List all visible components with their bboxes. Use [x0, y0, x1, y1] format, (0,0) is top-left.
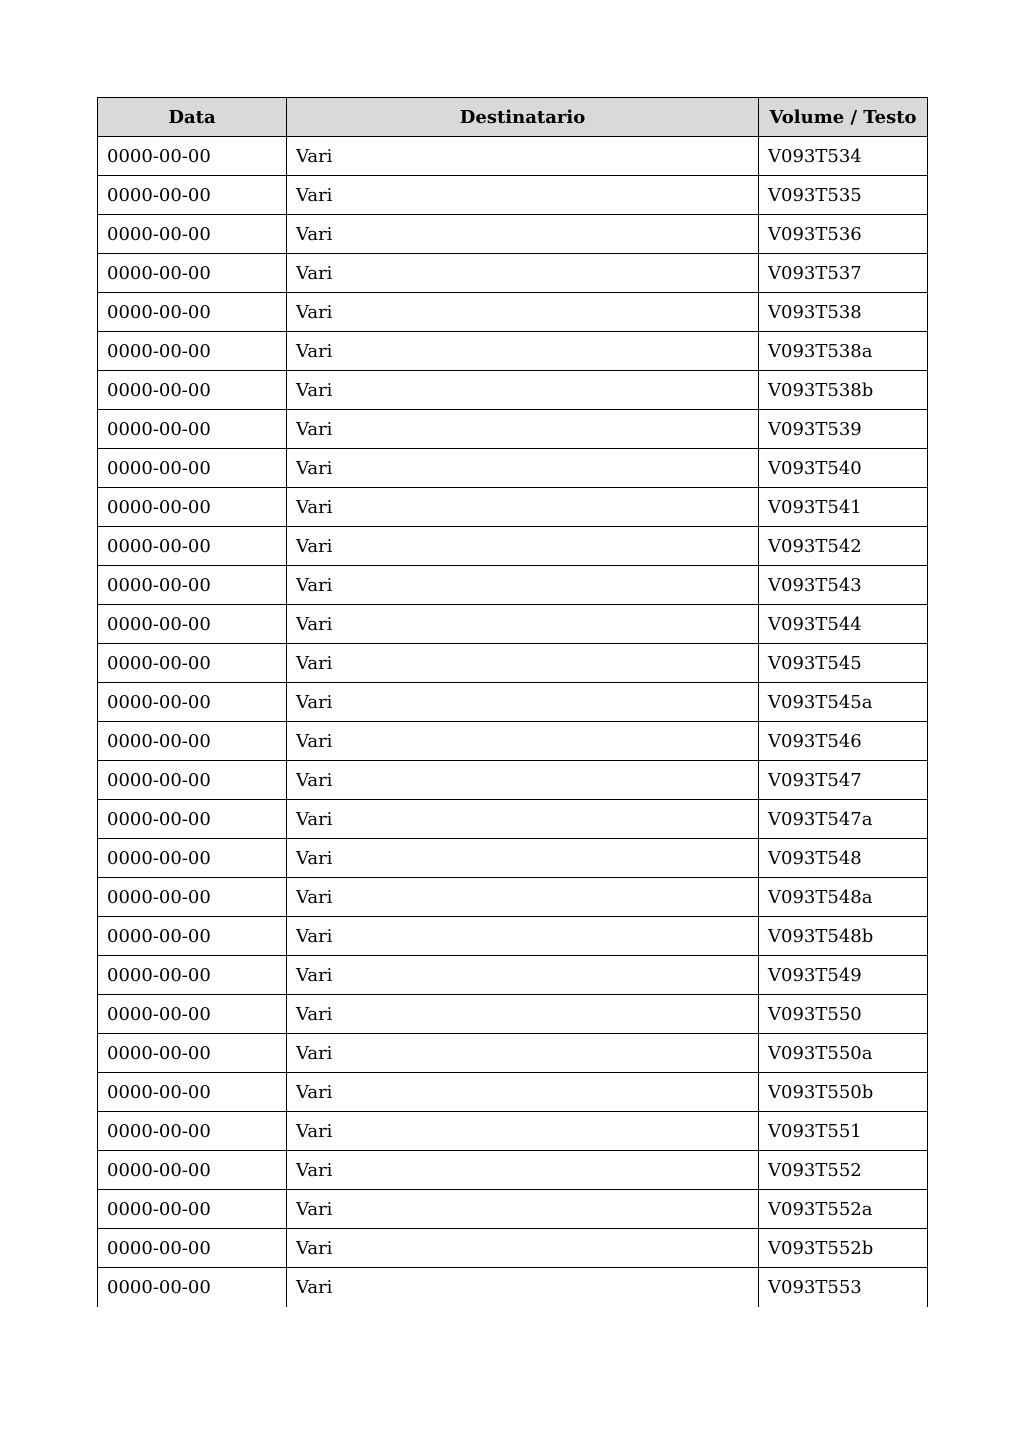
cell-recipient: Vari — [287, 995, 759, 1034]
table-row — [98, 332, 928, 371]
header-recipient: Destinatario — [287, 98, 759, 137]
cell-date: 0000-00-00 — [98, 137, 287, 176]
table-row — [98, 1073, 928, 1112]
cell-volume: V093T552 — [759, 1151, 928, 1190]
cell-volume: V093T536 — [759, 215, 928, 254]
cell-recipient: Vari — [287, 254, 759, 293]
cell-recipient: Vari — [287, 917, 759, 956]
letters-table — [97, 97, 928, 1307]
cell-recipient: Vari — [287, 488, 759, 527]
cell-date: 0000-00-00 — [98, 1151, 287, 1190]
cell-volume: V093T550a — [759, 1034, 928, 1073]
table-row — [98, 917, 928, 956]
cell-volume: V093T538b — [759, 371, 928, 410]
cell-volume: V093T543 — [759, 566, 928, 605]
cell-date: 0000-00-00 — [98, 215, 287, 254]
cell-date: 0000-00-00 — [98, 683, 287, 722]
header-volume: Volume / Testo — [759, 98, 928, 137]
cell-date: 0000-00-00 — [98, 800, 287, 839]
table-row — [98, 878, 928, 917]
cell-volume: V093T534 — [759, 137, 928, 176]
cell-date: 0000-00-00 — [98, 1034, 287, 1073]
cell-date: 0000-00-00 — [98, 605, 287, 644]
cell-volume: V093T535 — [759, 176, 928, 215]
cell-recipient: Vari — [287, 137, 759, 176]
table-row — [98, 293, 928, 332]
cell-recipient: Vari — [287, 449, 759, 488]
cell-date: 0000-00-00 — [98, 176, 287, 215]
table-row — [98, 176, 928, 215]
cell-recipient: Vari — [287, 527, 759, 566]
cell-date: 0000-00-00 — [98, 449, 287, 488]
cell-recipient: Vari — [287, 293, 759, 332]
cell-date: 0000-00-00 — [98, 527, 287, 566]
cell-volume: V093T552a — [759, 1190, 928, 1229]
cell-date: 0000-00-00 — [98, 995, 287, 1034]
table-row — [98, 449, 928, 488]
table-row — [98, 215, 928, 254]
cell-date: 0000-00-00 — [98, 839, 287, 878]
cell-volume: V093T547 — [759, 761, 928, 800]
cell-date: 0000-00-00 — [98, 332, 287, 371]
cell-volume: V093T548 — [759, 839, 928, 878]
table-row — [98, 722, 928, 761]
cell-date: 0000-00-00 — [98, 722, 287, 761]
cell-volume: V093T538 — [759, 293, 928, 332]
table-row — [98, 1229, 928, 1268]
cell-volume: V093T550b — [759, 1073, 928, 1112]
cell-recipient: Vari — [287, 566, 759, 605]
cell-volume: V093T551 — [759, 1112, 928, 1151]
cell-date: 0000-00-00 — [98, 254, 287, 293]
cell-volume: V093T540 — [759, 449, 928, 488]
table-row — [98, 800, 928, 839]
cell-volume: V093T541 — [759, 488, 928, 527]
cell-recipient: Vari — [287, 215, 759, 254]
cell-volume: V093T542 — [759, 527, 928, 566]
cell-date: 0000-00-00 — [98, 293, 287, 332]
cell-volume: V093T550 — [759, 995, 928, 1034]
table-row — [98, 1151, 928, 1190]
cell-date: 0000-00-00 — [98, 1073, 287, 1112]
cell-date: 0000-00-00 — [98, 488, 287, 527]
cell-date: 0000-00-00 — [98, 917, 287, 956]
table-row — [98, 683, 928, 722]
cell-recipient: Vari — [287, 644, 759, 683]
cell-recipient: Vari — [287, 1229, 759, 1268]
cell-date: 0000-00-00 — [98, 644, 287, 683]
cell-recipient: Vari — [287, 839, 759, 878]
cell-recipient: Vari — [287, 176, 759, 215]
table-row — [98, 137, 928, 176]
cell-date: 0000-00-00 — [98, 1268, 287, 1307]
cell-recipient: Vari — [287, 605, 759, 644]
table-row — [98, 1112, 928, 1151]
table-row — [98, 1268, 928, 1307]
cell-date: 0000-00-00 — [98, 1190, 287, 1229]
table-body — [98, 137, 928, 1307]
cell-date: 0000-00-00 — [98, 878, 287, 917]
cell-date: 0000-00-00 — [98, 761, 287, 800]
cell-volume: V093T548b — [759, 917, 928, 956]
table-row — [98, 1190, 928, 1229]
cell-volume: V093T539 — [759, 410, 928, 449]
cell-recipient: Vari — [287, 878, 759, 917]
table-row — [98, 995, 928, 1034]
table-row — [98, 527, 928, 566]
table-row — [98, 566, 928, 605]
cell-recipient: Vari — [287, 1034, 759, 1073]
table-row — [98, 956, 928, 995]
cell-recipient: Vari — [287, 722, 759, 761]
cell-volume: V093T552b — [759, 1229, 928, 1268]
table-row — [98, 761, 928, 800]
table-row — [98, 371, 928, 410]
cell-volume: V093T547a — [759, 800, 928, 839]
cell-recipient: Vari — [287, 800, 759, 839]
cell-volume: V093T545 — [759, 644, 928, 683]
cell-volume: V093T537 — [759, 254, 928, 293]
cell-volume: V093T548a — [759, 878, 928, 917]
cell-recipient: Vari — [287, 410, 759, 449]
cell-date: 0000-00-00 — [98, 1112, 287, 1151]
cell-volume: V093T545a — [759, 683, 928, 722]
cell-recipient: Vari — [287, 371, 759, 410]
cell-recipient: Vari — [287, 761, 759, 800]
table-row — [98, 254, 928, 293]
cell-volume: V093T553 — [759, 1268, 928, 1307]
cell-volume: V093T538a — [759, 332, 928, 371]
cell-recipient: Vari — [287, 683, 759, 722]
table-row — [98, 488, 928, 527]
cell-date: 0000-00-00 — [98, 371, 287, 410]
header-date: Data — [98, 98, 287, 137]
cell-recipient: Vari — [287, 1151, 759, 1190]
cell-recipient: Vari — [287, 1190, 759, 1229]
cell-recipient: Vari — [287, 1112, 759, 1151]
cell-volume: V093T546 — [759, 722, 928, 761]
cell-date: 0000-00-00 — [98, 410, 287, 449]
table-row — [98, 839, 928, 878]
table-row — [98, 644, 928, 683]
cell-volume: V093T544 — [759, 605, 928, 644]
table-row — [98, 1034, 928, 1073]
cell-recipient: Vari — [287, 1268, 759, 1307]
cell-date: 0000-00-00 — [98, 956, 287, 995]
cell-date: 0000-00-00 — [98, 1229, 287, 1268]
table-header-row — [98, 98, 928, 137]
table-row — [98, 605, 928, 644]
cell-date: 0000-00-00 — [98, 566, 287, 605]
cell-volume: V093T549 — [759, 956, 928, 995]
cell-recipient: Vari — [287, 956, 759, 995]
cell-recipient: Vari — [287, 332, 759, 371]
table-row — [98, 410, 928, 449]
cell-recipient: Vari — [287, 1073, 759, 1112]
